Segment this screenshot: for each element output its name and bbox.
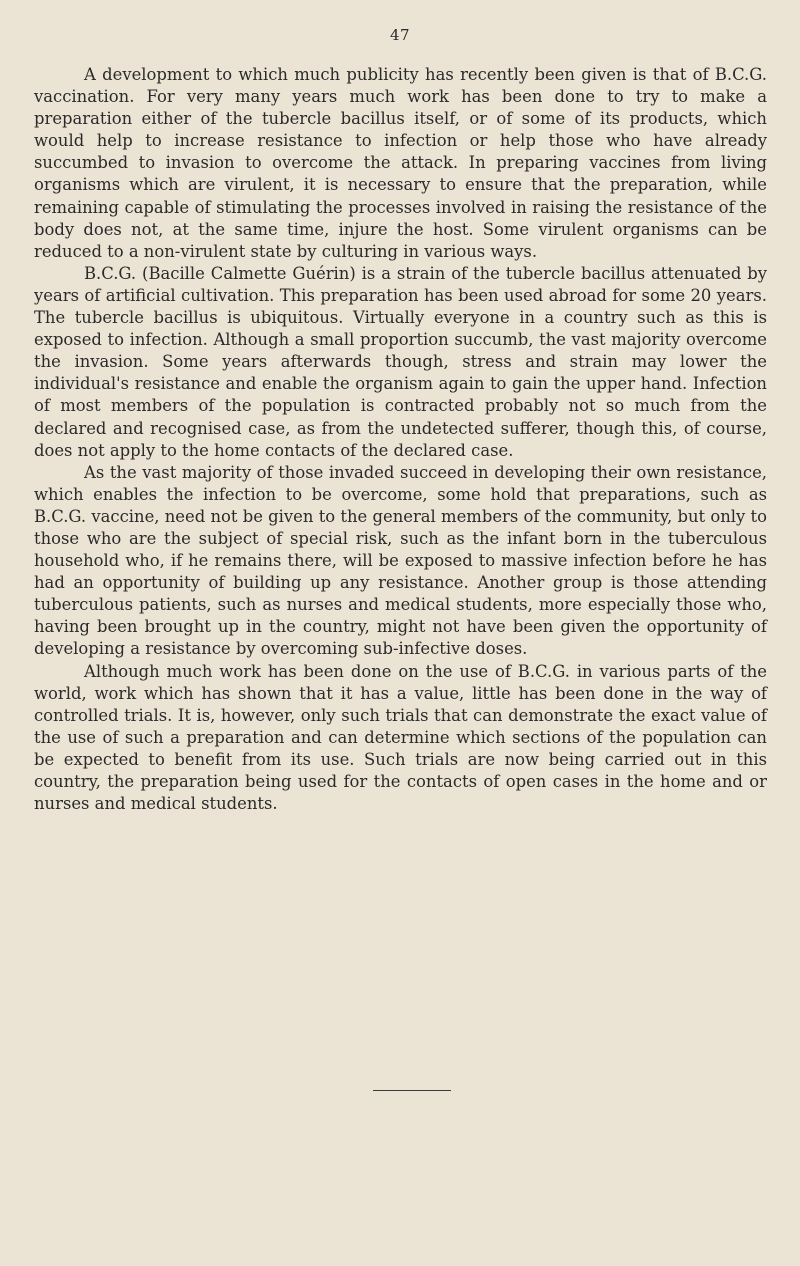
paragraph-bcg-development: A development to which much publicity has recently been given is that of B.C.G. vaccination. For very many years much work has been done to try to make a preparation either of the tubercle bacillus itself, or of some of its products, which would help to increase resistance to infection or help those who have already succumbed to invasion to overcome the attack. In preparing vaccines from living organisms which are virulent, it is necessary to ensure that the preparation, while remaining capable of stimulating the processes involved in raising the resistance of the body does not, at the same time, injure the host. Some virulent organisms can be reduced to a non-virulent state by culturing in various ways.	[34, 65, 767, 261]
paragraph-controlled-trials: Although much work has been done on the use of B.C.G. in various parts of the world, work which has shown that it has a value, little has been done in the way of controlled trials. It is, however, only such trials that can demonstrate the exact value of the use of such a preparation and can determine which sections of the population can be expected to benefit from its use. Such trials are now being carried out in this country, the preparation being used for the contacts of open cases in the home and or nurses and medical students.	[34, 661, 767, 814]
paragraph-special-risk: As the vast majority of those invaded succeed in developing their own resistance, which enables the infection to be overcome, some hold that preparations, such as B.C.G. vaccine, need not be given to the general members of the community, but only to those who are the subject of special risk, such as the infant born in the tuberculous household who, if he remains there, will be exposed to massive infection before he has had an opportunity of building up any resistance. Another group is those attending tuberculous patients, such as nurses and medical students, more especially those who, having been brought up in the country, might not have been given the opportunity of developing a resistance by overcoming sub-infective doses.	[34, 462, 767, 659]
body-text	[34, 64, 767, 815]
page-number: 47	[389, 26, 411, 44]
paragraph-bcg-strain: B.C.G. (Bacille Calmette Guérin) is a strain of the tubercle bacillus attenuated by years of artificial cultivation. This preparation has been used abroad for some 20 years. The tubercle bacillus is ubiquitous. Virtually everyone in a country such as this is exposed to infection. Although a small proportion succumb, the vast majority overcome the invasion. Some years afterwards though, stress and strain may lower the individual's resistance and enable the organism again to gain the upper hand. Infection of most members of the population is contracted probably not so much from the declared and recognised case, as from the undetected sufferer, though this, of course, does not apply to the home contacts of the declared case.	[34, 263, 767, 460]
end-rule-divider	[373, 1090, 451, 1091]
